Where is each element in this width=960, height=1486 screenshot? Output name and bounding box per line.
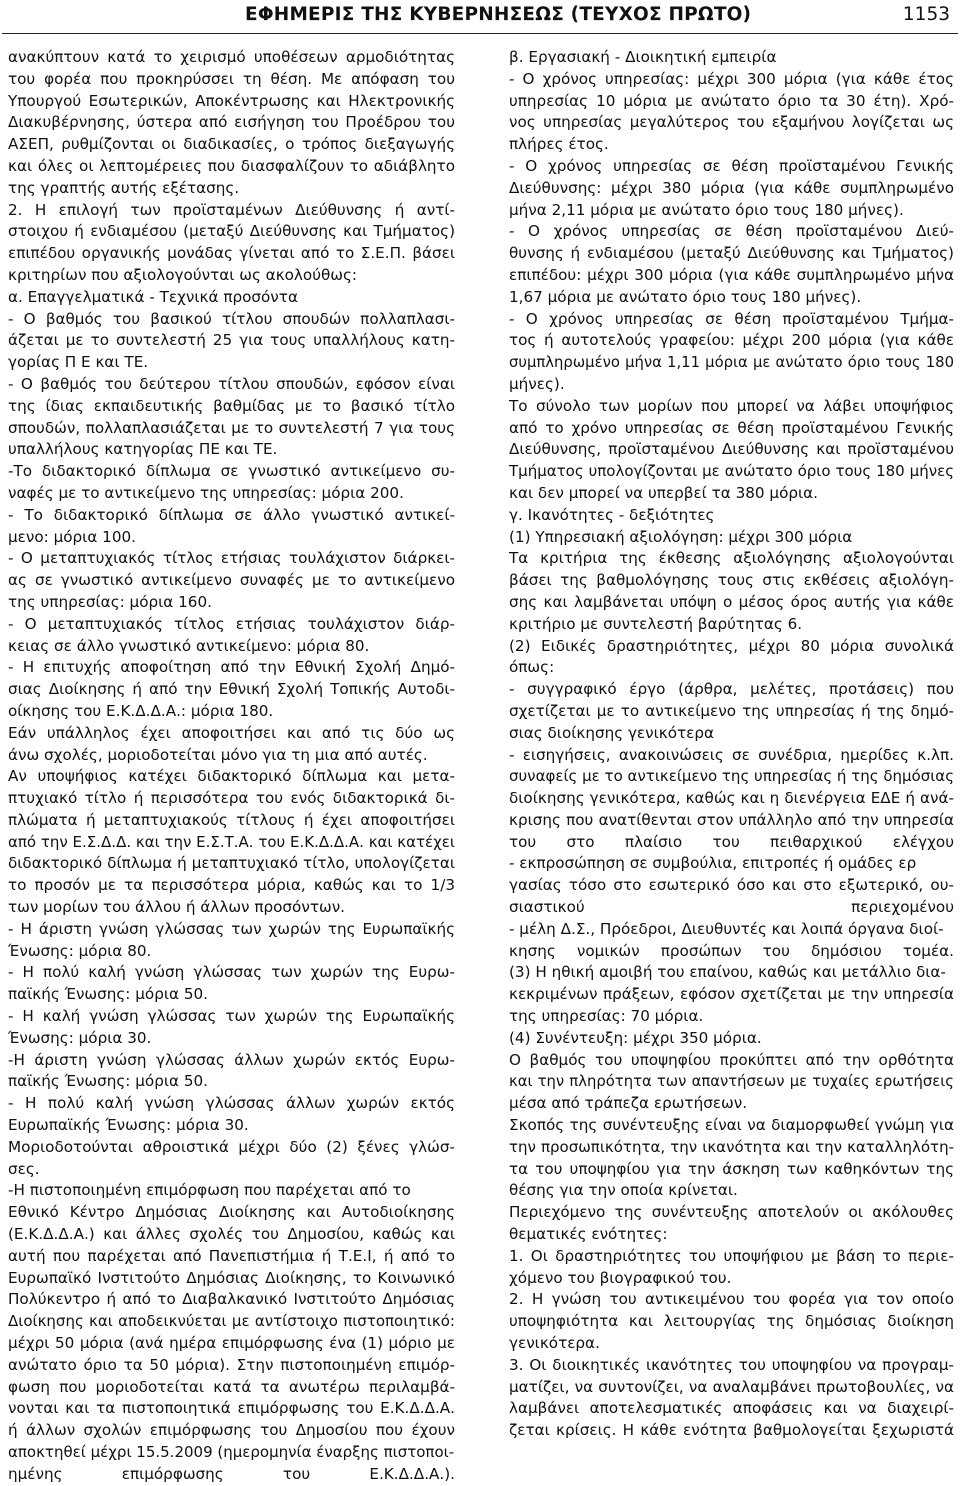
text-line: - Η επιτυχής αποφοίτηση από την Εθνική Σχολή Δημό- [8,658,455,677]
text-line: πτυχιακό τίτλο ή περισσότερα του ενός διδακτορικά δι- [8,789,455,808]
text-line: σιας διοίκησης γενικότερα [509,723,715,742]
text-line: του στο πλαίσιο του πειθαρχικού ελέγχου [509,832,954,851]
text-line: - εισηγήσεις, ανακοινώσεις σε συνέδρια, ημερίδες κ.λπ. [509,745,954,764]
text-line: το προσόν με τα περισσότερα μόρια, καθώς και το 1/3 [8,876,455,895]
text-line: (2) Ειδικές δραστηριότητες, μέχρι 80 μόρια συνολικά [509,636,954,655]
text-line: και δεν μπορεί να υπερβεί τα 380 μόρια. [509,483,819,502]
text-line: υπηρεσίας 10 μόρια με ανώτατο όριο τα 30 έτη). Χρό- [509,91,954,110]
text-line: υποψηφιότητα και λειτουργίας της δημόσιας διοίκηση [509,1312,954,1331]
text-line: της υπηρεσίας: 70 μόρια. [509,1007,704,1026]
text-line: Το σύνολο των μορίων που μπορεί να λάβει υποψήφιος [509,396,954,415]
text-line: - Ο βαθμός του βασικού τίτλου σπουδών πολλαπλασι- [8,309,455,328]
text-line: κρισης που ανατίθενται στον υπάλληλο από την υπηρεσία [509,810,954,829]
text-line: κριτηρίων που αξιολογούνται ως ακολούθως: [8,265,358,284]
text-line: ναφές με το αντικείμενο της υπηρεσίας: μόρια 200. [8,483,404,502]
text-line: την προσωπικότητα, την ικανότητα και την καταλληλότη- [509,1137,954,1156]
text-line: βάσει της βαθμολόγησης τους στις εκθέσεις αξιολόγη- [509,571,954,590]
text-line: Ευρωπαϊκό Ινστιτούτο Δημόσιας Διοίκησης, το Κοινωνικό [8,1268,455,1287]
text-line: Διοίκησης και αποδεικνύεται με αντίστοιχο πιστοποιητικό: [8,1312,455,1331]
text-line: μέχρι 50 μόρια (ανά ημέρα επιμόρφωσης ένα (1) μόριο με [8,1334,455,1353]
text-line: άνω σχολές, μοριοδοτείται μόνο για τη μια από αυτές. [8,745,428,764]
text-line: -Η άριστη γνώση γλώσσας άλλων χωρών εκτός Ευρω- [8,1050,455,1069]
text-line: 2. Η επιλογή των προϊσταμένων Διεύθυνσης ή αντί- [8,200,455,219]
text-line: σες. [8,1159,40,1178]
text-line: Ένωσης: μόρια 80. [8,941,152,960]
text-line: - Το διδακτορικό δίπλωμα σε άλλο γνωστικό αντικεί- [8,505,455,524]
text-line: - Η καλή γνώση γλώσσας των χωρών της Ευρωπαϊκής [8,1007,455,1026]
text-line: της ίδιας εκπαιδευτικής βαθμίδας με το βασικό τίτλο [8,396,455,415]
text-line: ζεται κρίσεις. Η κάθε ενότητα βαθμολογείται ξεχωριστά [509,1421,954,1440]
text-line: σιας Διοίκησης ή από την Εθνική Σχολή Τοπικής Αυτοδι- [8,680,455,699]
text-line: επιπέδου: μέχρι 300 μόρια (για κάθε συμπληρωμένο μήνα [509,265,954,284]
text-line: και την πληρότητα των απαντήσεων με τυχαίες ερωτήσεις [509,1073,954,1091]
text-line: Διεύθυνσης, προϊσταμένου Διεύθυνσης και προϊσταμένου [509,440,954,459]
text-line: -Η πιστοποιημένη επιμόρφωση που παρέχεται από το [8,1181,411,1200]
text-line: Εάν υπάλληλος έχει αποφοιτήσει και από τις δύο ως [8,723,455,742]
text-line: Υπουργού Εσωτερικών, Αποκέντρωσης και Ηλεκτρονικής [8,91,455,110]
text-line: των μορίων του άλλου ή άλλων προσόντων. [8,898,346,917]
text-line: κειας σε άλλο γνωστικό αντικείμενο: μόρια 80. [8,636,370,655]
text-line: Διεύθυνσης: μέχρι 380 μόρια (για κάθε συμπληρωμένο [509,178,954,197]
text-line: πλώματα ή μεταπτυχιακούς τίτλους ή έχει αποφοιτήσει [8,810,455,829]
text-line: Τμήματος υπολογίζονται με ανώτατο όριο τους 180 μήνες [509,462,954,481]
text-line: από την Ε.Σ.Δ.Δ. και την Ε.Σ.Τ.Α. του Ε.Κ.Δ.Δ.Α. και κατέχει [8,832,455,851]
text-line: 1. Οι δραστηριότητες του υποψήφιου με βάση το περιε- [509,1246,954,1265]
text-line: Διακυβέρνησης, ύστερα από εισήγηση του Προέδρου του [8,113,455,132]
text-line: θέσης για την οποία κρίνεται. [509,1181,738,1200]
text-line: θυνσης ή ενδιαμέσου (μεταξύ Διεύθυνσης και Τμήματος) [509,244,954,263]
text-line: - Ο χρόνος υπηρεσίας σε θέση προϊσταμένου Τμήμα- [509,309,954,328]
text-line: της υπηρεσίας: μόρια 160. [8,592,212,611]
left-text-column [8,47,455,1483]
text-line: αποκτηθεί μέχρι 15.5.2009 (ημερομηνία έναρξης πιστοποι- [8,1443,455,1461]
text-line: Ευρωπαϊκής Ένωσης: μόρια 30. [8,1116,249,1135]
text-line: (Ε.Κ.Δ.Δ.Α.) και άλλες σχολές του Δημοσίου, καθώς και [8,1225,455,1244]
text-line: Αν υποψήφιος κατέχει διδακτορικό δίπλωμα και μετα- [8,767,455,786]
text-line: μενο: μόρια 100. [8,527,136,546]
text-line: μήνες). [509,374,565,393]
text-line: διδακτορικό δίπλωμα ή μεταπτυχιακό τίτλο, υπολογίζεται [8,854,455,873]
text-line: - Ο χρόνος υπηρεσίας: μέχρι 300 μόρια (για κάθε έτος [509,69,954,88]
text-line: Ο βαθμός του υποψηφίου προκύπτει από την ορθότητα [509,1050,954,1069]
text-line: πλήρες έτος. [509,135,609,154]
text-line: μέσα από τράπεζα ερωτήσεων. [509,1094,748,1113]
text-line: ημένης επιμόρφωσης του Ε.Κ.Δ.Δ.Α.). [8,1464,455,1483]
text-line: α. Επαγγελματικά - Τεχνικά προσόντα [8,287,298,306]
text-line: σης και λαμβάνεται υπόψη ο μέσος όρος αυτής για κάθε [509,592,954,611]
text-line: γορίας Π Ε και ΤΕ. [8,353,149,372]
text-line: - συγγραφικό έργο (άρθρα, μελέτες, προτάσεις) που [509,680,954,699]
header-divider [2,33,958,34]
text-line: γ. Ικανότητες - δεξιότητες [509,505,715,524]
text-line: στοιχου ή ενδιαμέσου (μεταξύ Διεύθυνσης και Τμήματος) [8,222,455,241]
text-line: - εκπροσώπηση σε συμβούλια, επιτροπές ή ομάδες ερ [509,854,917,873]
text-line: (4) Συνέντευξη: μέχρι 350 μόρια. [509,1028,762,1047]
text-line: Τα κριτήρια της έκθεσης αξιολόγησης αξιολογούνται [509,549,954,568]
gazette-title: ΕΦΗΜΕΡΙΣ ΤΗΣ ΚΥΒΕΡΝΗΣΕΩΣ (ΤΕΥΧΟΣ ΠΡΩΤΟ) [245,4,752,25]
right-text-column [509,47,954,1440]
text-line: Μοριοδοτούνται αθροιστικά μέχρι δύο (2) ξένες γλώσ- [8,1137,455,1156]
text-line: του φορέα που προκηρύσσει τη θέση. Με απόφαση του [8,69,455,88]
text-line: - Η πολύ καλή γνώση γλώσσας άλλων χωρών εκτός [8,1094,455,1113]
text-line: παϊκής Ένωσης: μόρια 50. [8,1072,208,1091]
text-line: ή άλλων σχολών επιμόρφωσης του Δημοσίου που έχουν [8,1421,455,1440]
text-line: χόμενο του βιογραφικού του. [509,1268,732,1287]
text-line: Πολύκεντρο ή από το Διαβαλκανικό Ινστιτούτο Δημόσιας [8,1290,455,1309]
text-line: διοίκησης γενικότερα, καθώς και η διενέργεια ΕΔΕ ή ανά- [509,789,954,808]
text-line: όπως: [509,658,555,677]
text-line: (1) Υπηρεσιακή αξιολόγηση: μέχρι 300 μόρια [509,527,853,546]
text-line: ανώτατο όριο τα 50 μόρια). Στην πιστοποιημένη επιμόρ- [8,1355,455,1374]
text-line: σχετίζεται με το αντικείμενο της υπηρεσίας ή της δημό- [509,701,954,720]
page-number: 1153 [902,4,950,25]
text-line: - Ο χρόνος υπηρεσίας σε θέση προϊσταμένου Γενικής [509,156,954,175]
text-line: από το χρόνο υπηρεσίας σε θέση προϊσταμένου Γενικής [509,418,954,437]
text-line: - Η πολύ καλή γνώση γλώσσας των χωρών της Ευρω- [8,963,455,982]
text-line: ματίζει, να συντονίζει, να αναλαμβάνει πρωτοβουλίες, να [509,1377,954,1396]
text-line: νος υπηρεσίας μεγαλύτερος του εξαμήνου λογίζεται ως [509,113,954,132]
text-line: αυτή που παρέχεται από Πανεπιστήμια ή Τ.Ε.Ι, ή από το [8,1246,455,1265]
text-line: - μέλη Δ.Σ., Πρόεδροι, Διευθυντές και λοιπά όργανα διοί- [509,919,944,938]
text-line: ας σε γνωστικό αντικείμενο συναφές με το αντικείμενο [8,571,455,590]
text-line: νονται και τα πιστοποιητικά επιμόρφωσης του Ε.Κ.Δ.Δ.Α. [8,1399,455,1418]
text-line: Σκοπός της συνέντευξης είναι να διαμορφωθεί γνώμη για [509,1116,954,1135]
text-line: οίκησης του Ε.Κ.Δ.Δ.Α.: μόρια 180. [8,701,274,720]
text-line: λαμβάνει αποτελεσματικές αποφάσεις και να διαχειρί- [509,1399,954,1418]
text-line: κησης νομικών προσώπων του δημόσιου τομέα. [509,941,954,960]
text-line: - Η άριστη γνώση γλώσσας των χωρών της Ευρωπαϊκής [8,919,455,938]
text-line: επιπέδου οργανικής μονάδας γίνεται από το Σ.Ε.Π. βάσει [8,244,455,263]
text-line: και όλες οι λεπτομέρειες που διασφαλίζουν το αδιάβλητο [8,156,455,175]
text-line: ανακύπτουν κατά το χειρισμό υποθέσεων αρμοδιότητας [8,48,455,66]
text-line: Περιεχόμενο της συνέντευξης αποτελούν οι ακόλουθες [509,1203,954,1222]
text-line: -Το διδακτορικό δίπλωμα σε γνωστικό αντικείμενο συ- [8,462,455,481]
text-line: - Ο χρόνος υπηρεσίας σε θέση προϊσταμένου Διεύ- [509,222,954,241]
text-line: θεματικές ενότητες: [509,1225,668,1244]
text-line: τα του υποψηφίου για την άσκηση των καθηκόντων της [509,1159,954,1178]
text-line: σπουδών, πολλαπλασιάζεται με το συντελεστή 7 για τους [8,418,455,437]
text-line: συμπληρωμένο μήνα 1,11 μόρια με ανώτατο όριο τους 180 [509,354,954,372]
text-line: γασίας τόσο στο εσωτερικό όσο και στο εξωτερικό, ου- [509,876,954,895]
text-line: 1,67 μόρια με ανώτατο όριο τους 180 μήνες). [509,287,862,306]
text-line: 3. Οι διοικητικές ικανότητες του υποψηφίου να προγραμ- [509,1355,954,1374]
text-line: κριτήριο με συντελεστή βαρύτητας 6. [509,614,803,633]
text-line: γενικότερα. [509,1334,600,1353]
text-line: παϊκής Ένωσης: μόρια 50. [8,985,208,1004]
text-line: (3) Η ηθική αμοιβή του επαίνου, καθώς και μετάλλιο δια- [509,963,946,982]
text-line: τος ή αυτοτελούς γραφείου: μέχρι 200 μόρια (για κάθε [509,331,954,350]
text-line: μήνα 2,11 μόρια με ανώτατο όριο τους 180 μήνες). [509,200,904,219]
text-line: - Ο βαθμός του δεύτερου τίτλου σπουδών, εφόσον είναι [8,374,455,393]
text-line: - Ο μεταπτυχιακός τίτλος ετήσιας τουλάχιστον διάρ- [8,614,455,633]
text-line: σιαστικού περιεχομένου [509,898,954,917]
text-line: ΑΣΕΠ, ρυθμίζονται οι διαδικασίες, ο τρόπος διεξαγωγής [8,135,455,154]
text-line: Ένωσης: μόρια 30. [8,1028,152,1047]
text-line: φωση που μοριοδοτείται κατά τα ανωτέρω περιλαμβά- [8,1377,455,1396]
text-line: συναφείς με το αντικείμενο της υπηρεσίας ή της δημόσιας [509,767,954,786]
text-line: Εθνικό Κέντρο Δημόσιας Διοίκησης και Αυτοδιοίκησης [8,1203,455,1222]
page-header [0,0,960,34]
text-line: άζεται με το συντελεστή 25 για τους υπαλλήλους κατη- [8,331,455,350]
text-line: της γραπτής αυτής εξέτασης. [8,178,240,197]
text-line: β. Εργασιακή - Διοικητική εμπειρία [509,48,777,66]
text-line: 2. Η γνώση του αντικειμένου του φορέα για τον οποίο [509,1290,954,1309]
text-line: - Ο μεταπτυχιακός τίτλος ετήσιας τουλάχιστον διάρκει- [8,549,455,568]
text-line: υπαλλήλους κατηγορίας ΠΕ και ΤΕ. [8,440,278,459]
text-line: κεκριμένων πράξεων, εφόσον σχετίζεται με την υπηρεσία [509,985,954,1004]
